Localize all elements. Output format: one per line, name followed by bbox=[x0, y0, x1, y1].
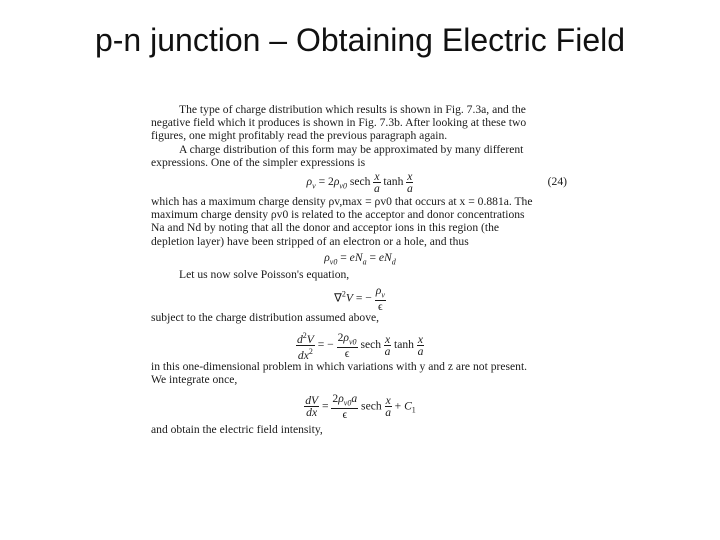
equation-poisson bbox=[151, 281, 569, 314]
paragraph-line: We integrate once, bbox=[151, 373, 238, 387]
paragraph-line: Let us now solve Poisson's equation, bbox=[179, 267, 350, 281]
paragraph-line: expressions. One of the simpler expressions is bbox=[151, 155, 366, 169]
paragraph-line: which has a maximum charge density ρv,max = ρv0 that occurs at x = 0.881a. The bbox=[151, 195, 533, 209]
equation-first-integral bbox=[151, 387, 569, 423]
paragraph-line: Na and Nd by noting that all the donor and acceptor ions in this region (the bbox=[151, 221, 500, 235]
paragraph-line: maximum charge density ρv0 is related to the acceptor and donor concentrations bbox=[151, 208, 525, 222]
equation-body: $\frac{d^2V}{dx^2}$ = − $\frac{2\rho_{v0}}{\epsilon}$ sech $\frac{x}{a}$ tanh $\frac{x}{a}$ bbox=[296, 330, 424, 362]
slide-title: p-n junction – Obtaining Electric Field bbox=[94, 22, 626, 58]
equation-body: ∇$^2$V = − $\frac{\rho_v}{\epsilon}$ bbox=[334, 284, 385, 314]
paragraph-line: figures, one might profitably read the previous paragraph again. bbox=[151, 129, 448, 143]
paragraph-line: A charge distribution of this form may be approximated by many different bbox=[179, 142, 524, 156]
equation-second-derivative bbox=[151, 324, 569, 360]
paragraph-line: and obtain the electric field intensity, bbox=[151, 422, 323, 436]
paragraph-line: negative field which it produces is shown in Fig. 7.3b. After looking at these two bbox=[151, 116, 527, 130]
equation-body: $\rho_{v0} = eN_a = eN_d$ bbox=[324, 250, 396, 267]
equation-ion-density bbox=[151, 248, 569, 268]
equation-body: $\frac{dV}{dx}$ = $\frac{2\rho_{v0}a}{\epsilon}$ sech $\frac{x}{a}$ + $C_1$ bbox=[305, 391, 416, 421]
equation-number: (24) bbox=[547, 175, 567, 189]
paragraph-line: subject to the charge distribution assumed above, bbox=[151, 311, 380, 325]
paragraph-line: in this one-dimensional problem in which variations with y and z are not present. bbox=[151, 360, 528, 374]
paragraph-line: depletion layer) have been stripped of an electron or a hole, and thus bbox=[151, 234, 469, 248]
equation-charge-density bbox=[151, 169, 569, 195]
textbook-excerpt bbox=[151, 103, 569, 436]
paragraph-line: The type of charge distribution which results is shown in Fig. 7.3a, and the bbox=[179, 103, 526, 116]
equation-body: $\rho_v = 2\rho_{v0}$ sech $\frac{x}{a}$ tanh $\frac{x}{a}$ bbox=[306, 170, 413, 196]
